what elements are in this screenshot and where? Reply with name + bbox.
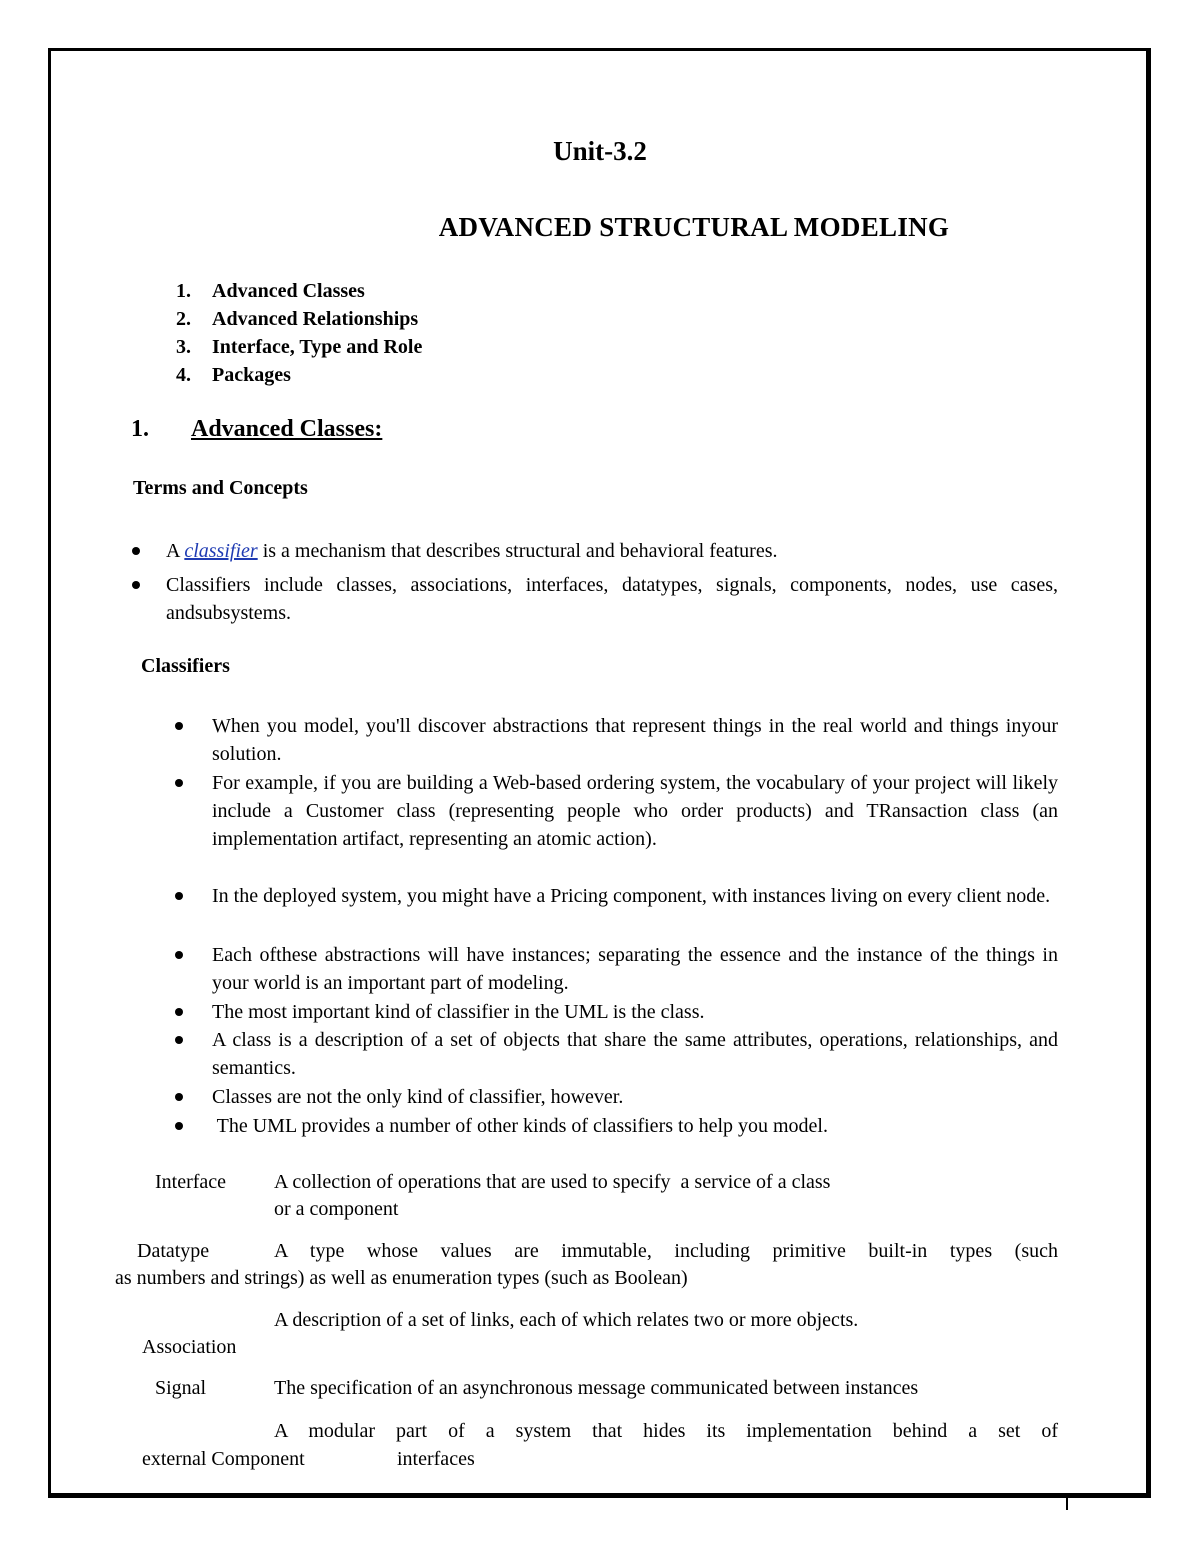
bullet-icon [175, 1093, 183, 1101]
bullet-icon [132, 581, 140, 589]
list-item [212, 882, 1058, 910]
toc-item-label: Advanced Classes [212, 280, 365, 302]
unit-title: Unit-3.2 [553, 136, 647, 166]
definition-text: A type whose values are immutable, including primitive built-in types (such [274, 1240, 1058, 1262]
bullet-icon [175, 1122, 183, 1130]
definition-text: as numbers and strings) as well as enumeration types (such as Boolean) [115, 1267, 688, 1289]
definition-term-component: external Component [142, 1448, 305, 1470]
toc-item-label: Advanced Relationships [212, 308, 419, 330]
section-title: Advanced Classes: [191, 416, 383, 442]
list-item [166, 537, 1058, 565]
definition-term-signal: Signal [155, 1377, 207, 1399]
toc-item [176, 361, 422, 389]
main-title: ADVANCED STRUCTURAL MODELING [438, 212, 950, 242]
list-item [212, 1083, 1058, 1111]
classifier-link[interactable]: classifier [184, 540, 258, 562]
list-item [212, 1112, 1058, 1140]
definition-text: or a component [274, 1198, 399, 1220]
bullet-text: is a mechanism that describes structural and behavioral features. [257, 540, 778, 562]
definition-text: A description of a set of links, each of which relates two or more objects. [274, 1309, 859, 1331]
bullet-text: A class is a description of a set of objects that share the same attributes, operations, relationships, and semantics. [212, 1029, 1058, 1079]
toc-item-label: Packages [212, 364, 291, 386]
bullet-icon [175, 1036, 183, 1044]
table-of-contents [176, 277, 422, 389]
section-number: 1. [131, 416, 149, 442]
definition-term-association: Association [142, 1336, 237, 1358]
bullet-text: The most important kind of classifier in the UML is the class. [212, 1001, 705, 1023]
list-item [212, 769, 1058, 853]
definition-text: A collection of operations that are used to specify a service of a class [274, 1171, 831, 1193]
section-heading [131, 416, 382, 443]
list-item [212, 712, 1058, 768]
list-item [166, 571, 1058, 627]
definition-text: interfaces [397, 1448, 475, 1470]
bullet-icon [175, 722, 183, 730]
bullet-text: The UML provides a number of other kinds of classifiers to help you model. [212, 1115, 828, 1137]
bullet-text: When you model, you'll discover abstractions that represent things in the real world and things inyour solution. [212, 715, 1058, 765]
bullet-text: Classes are not the only kind of classifier, however. [212, 1086, 624, 1108]
toc-item-label: Interface, Type and Role [212, 336, 423, 358]
definition-text: The specification of an asynchronous message communicated between instances [274, 1377, 919, 1399]
list-item [212, 998, 1058, 1026]
toc-item [176, 305, 422, 333]
bullet-icon [175, 951, 183, 959]
toc-item-number: 3. [176, 336, 191, 358]
classifiers-heading: Classifiers [141, 655, 230, 677]
bullet-text: For example, if you are building a Web-based ordering system, the vocabulary of your project will likely include a Customer class (representing people who order products) and TRansaction class (an implementation artifact, representing an atomic action). [212, 772, 1058, 850]
toc-item [176, 277, 422, 305]
toc-item-number: 2. [176, 308, 191, 330]
bullet-icon [175, 892, 183, 900]
bullet-icon [175, 779, 183, 787]
definition-text: A modular part of a system that hides its implementation behind a set of [274, 1420, 1058, 1442]
page-corner-mark [1066, 1496, 1068, 1510]
toc-item [176, 333, 422, 361]
bullet-text: In the deployed system, you might have a Pricing component, with instances living on every client node. [212, 885, 1051, 907]
bullet-text: Classifiers include classes, associations, interfaces, datatypes, signals, components, nodes, use cases, andsubsystems. [166, 574, 1058, 624]
list-item [212, 941, 1058, 997]
terms-heading: Terms and Concepts [133, 477, 308, 499]
bullet-text: A [166, 540, 185, 562]
bullet-text: Each ofthese abstractions will have instances; separating the essence and the instance of the things in your world is an important part of modeling. [212, 944, 1058, 994]
toc-item-number: 1. [176, 280, 191, 302]
list-item [212, 1026, 1058, 1082]
bullet-icon [175, 1008, 183, 1016]
definition-term-interface: Interface [155, 1171, 227, 1193]
toc-item-number: 4. [176, 364, 191, 386]
definition-term-datatype: Datatype [137, 1240, 210, 1262]
bullet-icon [132, 547, 140, 555]
